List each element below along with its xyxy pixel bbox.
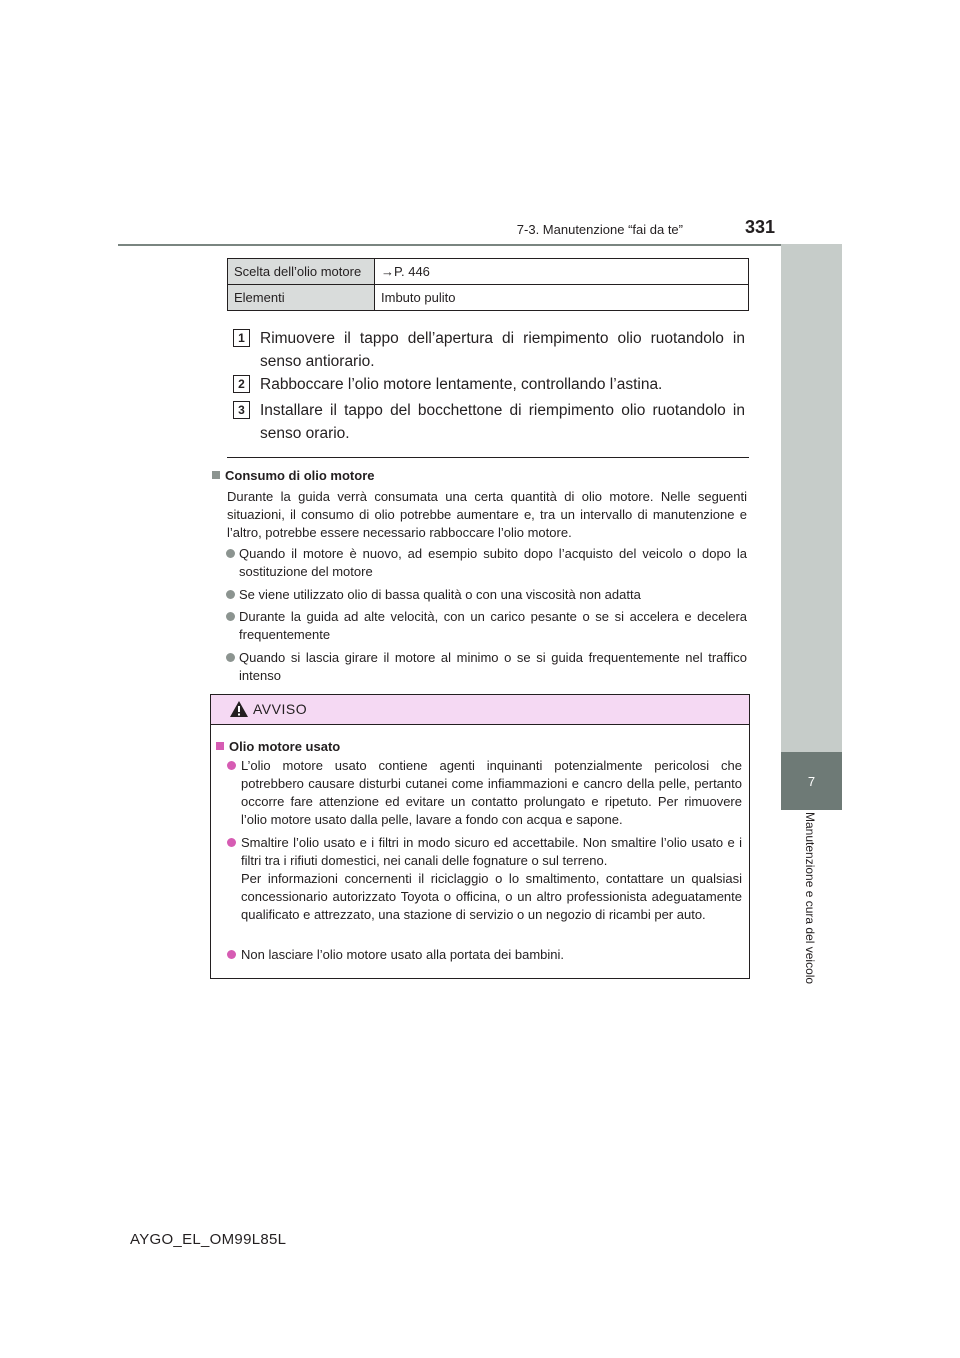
step-item xyxy=(233,327,745,373)
chapter-number: 7 xyxy=(781,752,842,810)
square-bullet-icon xyxy=(216,742,224,750)
section-heading-text: Consumo di olio motore xyxy=(225,468,375,483)
table-cell-value: →P. 446 xyxy=(375,259,749,285)
warning-title: AVVISO xyxy=(253,701,308,717)
step-number-badge: 2 xyxy=(233,375,250,393)
table-cell-value: Imbuto pulito xyxy=(375,285,749,311)
warning-list-item xyxy=(227,946,742,964)
chapter-title xyxy=(781,812,842,1012)
step-item xyxy=(233,399,745,445)
table-cell-label: Elementi xyxy=(228,285,375,311)
list-item xyxy=(226,586,747,604)
table-cell-label: Scelta dell’olio motore xyxy=(228,259,375,285)
warning-list-item xyxy=(227,834,742,924)
list-item-text: Se viene utilizzato olio di bassa qualità o con una viscosità non adatta xyxy=(239,587,641,602)
step-number-badge: 1 xyxy=(233,329,250,347)
warning-heading xyxy=(216,739,340,754)
list-item-text: Quando il motore è nuovo, ad esempio subito dopo l’acquisto del veicolo o dopo la sostituzione del motore xyxy=(239,546,747,579)
list-item-text: Quando si lascia girare il motore al minimo o se si guida frequentemente nel traffico intenso xyxy=(239,650,747,683)
step-text: Rimuovere il tappo dell’apertura di riempimento olio ruotandolo in senso antiorario. xyxy=(260,330,745,370)
list-item-text: Durante la guida ad alte velocità, con un carico pesante o se si accelera e decelera frequentemente xyxy=(239,609,747,642)
table-row xyxy=(228,285,749,311)
bullet-dot-icon xyxy=(226,612,235,621)
consumption-intro: Durante la guida verrà consumata una certa quantità di olio motore. Nelle seguenti situazioni, il consumo di olio potrebbe aumentare e, tra un intervallo di manutenzione e l’altro, potrebbe essere necessario rabboccare l’olio motore. xyxy=(227,489,747,540)
bullet-dot-icon xyxy=(226,590,235,599)
step-number-badge: 3 xyxy=(233,401,250,419)
warning-list-item-text: L’olio motore usato contiene agenti inquinanti potenzialmente pericolosi che potrebbero causare disturbi cutanei come infiammazioni e cancro della pelle, pertanto occorre fare attenzione ed evitare un contatto prolungato e ripetuto. Per rimuovere l’olio motore usato dalla pelle, lavare a fondo con acqua e sapone. xyxy=(241,758,742,827)
bullet-dot-icon xyxy=(227,950,236,959)
list-item xyxy=(226,608,747,644)
bullet-dot-icon xyxy=(226,653,235,662)
warning-list-item xyxy=(227,757,742,829)
warning-header xyxy=(211,695,749,725)
header-rule xyxy=(118,244,842,246)
warning-heading-text: Olio motore usato xyxy=(229,739,341,754)
section-title: 7-3. Manutenzione “fai da te” xyxy=(516,222,683,237)
bullet-dot-icon xyxy=(227,761,236,770)
table-row xyxy=(228,259,749,285)
bullet-dot-icon xyxy=(227,838,236,847)
page-number: 331 xyxy=(744,217,775,237)
list-item xyxy=(226,649,747,685)
step-text: Installare il tappo del bocchettone di riempimento olio ruotandolo in senso orario. xyxy=(260,402,745,442)
chapter-side-bar xyxy=(781,244,842,810)
warning-triangle-icon xyxy=(229,700,249,723)
step-text: Rabboccare l’olio motore lentamente, controllando l’astina. xyxy=(260,376,663,393)
chapter-title-text: Manutenzione e cura del veicolo xyxy=(803,812,817,985)
document-code: AYGO_EL_OM99L85L xyxy=(130,1231,287,1248)
warning-list-item-text: Non lasciare l’olio motore usato alla portata dei bambini. xyxy=(241,947,565,962)
bullet-dot-icon xyxy=(226,549,235,558)
section-divider xyxy=(227,457,749,458)
square-bullet-icon xyxy=(212,471,220,479)
step-item xyxy=(233,373,745,396)
section-heading xyxy=(212,468,375,483)
warning-list-item-text: Smaltire l’olio usato e i filtri in modo sicuro ed accettabile. Non smaltire l’olio usato e i filtri tra i rifiuti domestici, nei canali delle fognature o sul terreno. xyxy=(241,835,742,868)
list-item xyxy=(226,545,747,581)
spec-table xyxy=(227,258,749,311)
warning-list-item-extra: Per informazioni concernenti il riciclaggio o lo smaltimento, contattare un qualsiasi concessionario autorizzato Toyota o officina, o un altro professionista adeguatamente qualificato e attrezzato, una stazione di servizio o un negozio di ricambi per auto. xyxy=(241,871,742,922)
